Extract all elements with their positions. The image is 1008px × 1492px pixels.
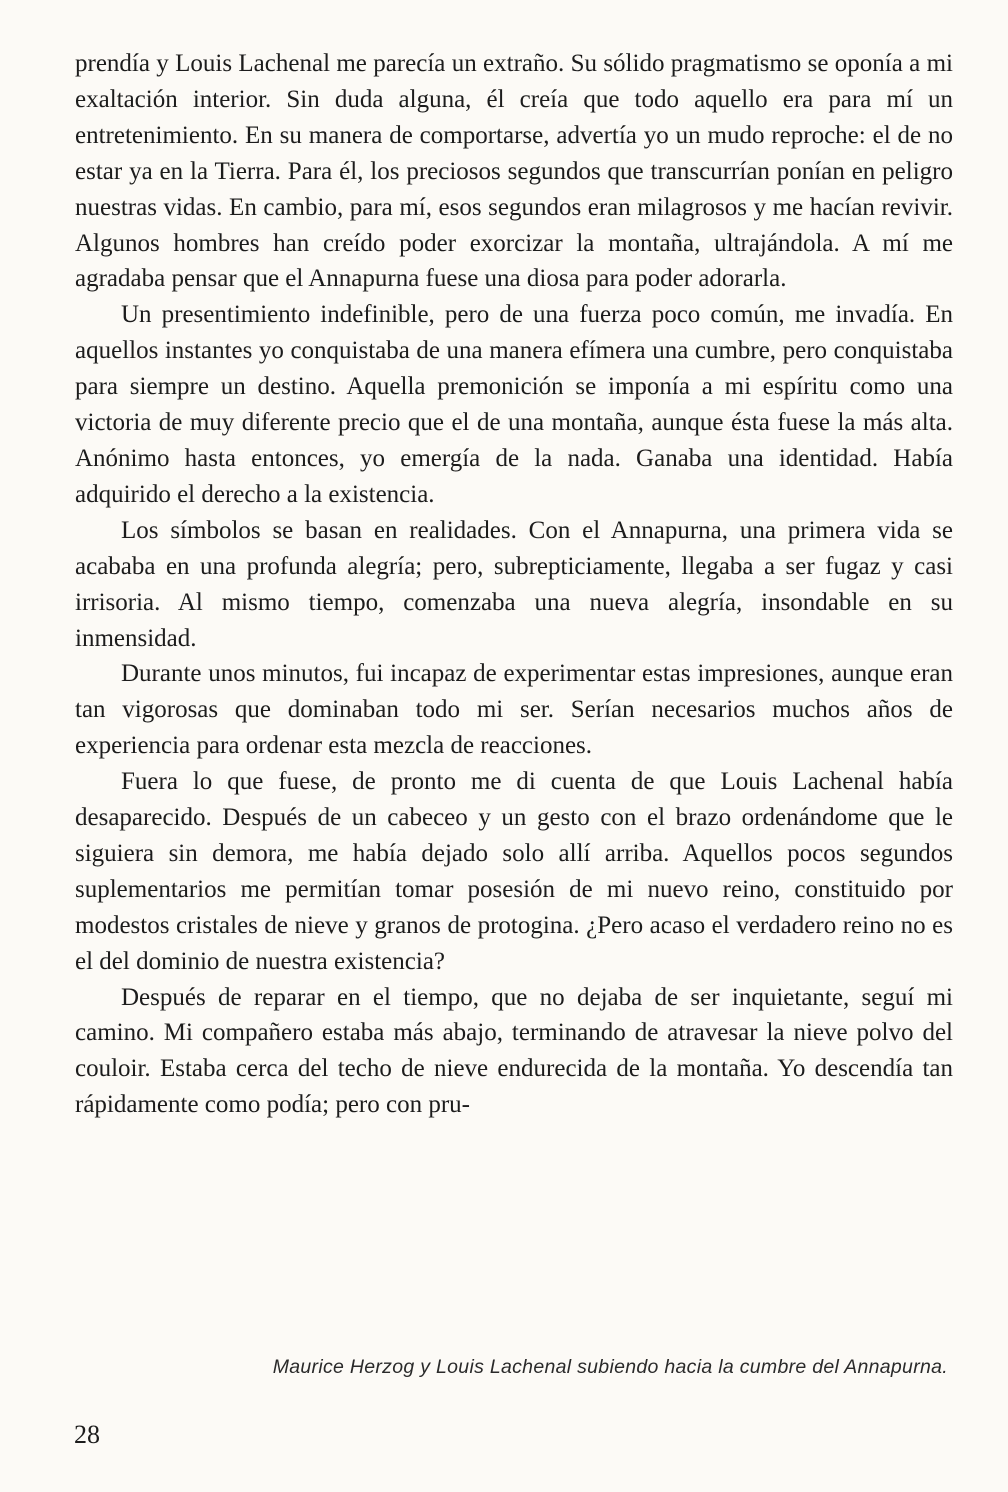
paragraph-4: Durante unos minutos, fui incapaz de experimentar estas impresiones, aunque eran tan vigorosas que dominaban todo mi ser. Serían necesarios muchos años de experiencia para ordenar esta mezcla de reacciones.: [75, 660, 953, 760]
paragraph-1: prendía y Louis Lachenal me parecía un extraño. Su sólido pragmatismo se oponía a mi exaltación interior. Sin duda alguna, él creía que todo aquello era para mí un entretenimiento. En su manera de comportarse, advertía yo un mudo reproche: el de no estar ya en la Tierra. Para él, los preciosos segundos que transcurrían ponían en peligro nuestras vidas. En cambio, para mí, esos segundos eran milagrosos y me hacían revivir. Algunos hombres han creído poder exorcizar la montaña, ultrajándola. A mí me agradaba pensar que el Annapurna fuese una diosa para poder adorarla.: [75, 50, 953, 293]
photo-caption: Maurice Herzog y Louis Lachenal subiendo hacia la cumbre del Annapurna.: [272, 1356, 948, 1378]
paragraph-5: Fuera lo que fuese, de pronto me di cuenta de que Louis Lachenal había desaparecido. Después de un cabeceo y un gesto con el brazo ordenándome que le siguiera sin demora, me había dejado solo allí arriba. Aquellos pocos segundos suplementarios me permitían tomar posesión de mi nuevo reino, constituido por modestos cristales de nieve y granos de protogina. ¿Pero acaso el verdadero reino no es el del dominio de nuestra existencia?: [75, 768, 953, 975]
paragraph-6: Después de reparar en el tiempo, que no dejaba de ser inquietante, seguí mi camino. Mi compañero estaba más abajo, terminando de atravesar la nieve polvo del couloir. Estaba cerca del techo de nieve endurecida de la montaña. Yo descendía tan rápidamente como podía; pero con pru-: [75, 983, 953, 1119]
body-text: [75, 46, 953, 1123]
paragraph-2: Un presentimiento indefinible, pero de una fuerza poco común, me invadía. En aquellos instantes yo conquistaba de una manera efímera una cumbre, pero conquistaba para siempre un destino. Aquella premonición se imponía a mi espíritu como una victoria de muy diferente precio que el de una montaña, aunque ésta fuese la más alta. Anónimo hasta entonces, yo emergía de la nada. Ganaba una identidad. Había adquirido el derecho a la existencia.: [75, 301, 953, 508]
paragraph-3: Los símbolos se basan en realidades. Con el Annapurna, una primera vida se acababa en una profunda alegría; pero, subrepticiamente, llegaba a ser fugaz y casi irrisoria. Al mismo tiempo, comenzaba una nueva alegría, insondable en su inmensidad.: [75, 516, 953, 652]
page-number: 28: [74, 1420, 100, 1449]
